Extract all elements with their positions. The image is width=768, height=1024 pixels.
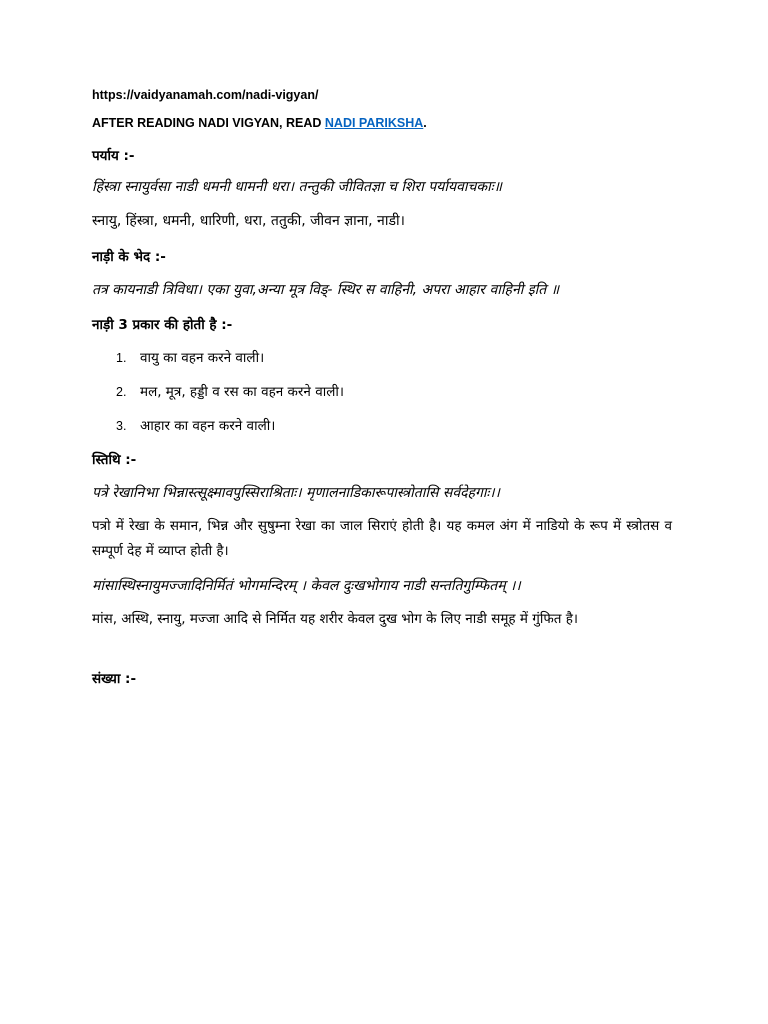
list-number: 3. <box>116 419 127 433</box>
mamsa-shloka: मांसास्थिस्नायुमज्जादिनिर्मितं भोगमन्दिरम् । केवल दुःखभोगाय नाडी सन्ततिगुम्फितम् ।। <box>92 578 521 594</box>
mamsa-meaning: मांस, अस्थि, स्नायु, मज्जा आदि से निर्मित यह शरीर केवल दुख भोग के लिए नाडी समूह में गुंफित है। <box>92 611 579 627</box>
bhed-shloka: तत्र कायनाडी त्रिविधा। एका युवा,अन्या मूत्र विड्- स्थिर स वाहिनी, अपरा आहार वाहिनी इति ॥ <box>92 282 560 298</box>
source-url[interactable]: https://vaidyanamah.com/nadi-vigyan/ <box>92 88 319 102</box>
document-page <box>92 0 672 1024</box>
list-item <box>116 349 264 367</box>
paryaya-shloka: हिंस्त्रा स्नायुर्वसा नाडी धमनी धामनी धरा। तन्तुकी जीवितज्ञा च शिरा पर्यायवाचकाः॥ <box>92 179 503 195</box>
list-number: 1. <box>116 351 127 365</box>
list-text: आहार का वहन करने वाली। <box>140 418 276 434</box>
sankhya-heading: संख्या :- <box>92 671 137 687</box>
bhed-heading: नाड़ी के भेद :- <box>92 249 166 265</box>
paryaya-meaning: स्नायु, हिंस्त्रा, धमनी, धारिणी, धरा, ततुकी, जीवन ज्ञाना, नाडी। <box>92 213 405 229</box>
read-next-line <box>92 114 672 132</box>
read-next-suffix: . <box>423 116 427 130</box>
sthiti-meaning: पत्रो में रेखा के समान, भिन्न और सुषुम्ना रेखा का जाल सिराएं होती है। यह कमल अंग में नाडियो के रूप में स्त्रोतस व सम्पूर्ण देह में व्याप्त होती है। <box>92 518 672 559</box>
list-text: मल, मूत्र, हड्डी व रस का वहन करने वाली। <box>140 384 344 400</box>
sthiti-shloka: पत्रे रेखानिभा भिन्नास्त्सूक्ष्मावपुस्सिराश्रिताः। मृणालनाडिकारूपास्त्रोतासि सर्वदेहगाः।। <box>92 485 500 501</box>
nadi-pariksha-link[interactable]: NADI PARIKSHA <box>324 116 424 130</box>
sthiti-heading: स्तिथि :- <box>92 452 137 468</box>
list-item <box>116 417 275 435</box>
list-number: 2. <box>116 385 127 399</box>
read-next-prefix: AFTER READING NADI VIGYAN, READ <box>92 116 325 130</box>
list-item <box>116 383 344 401</box>
paryaya-heading: पर्याय :- <box>92 148 135 164</box>
list-text: वायु का वहन करने वाली। <box>140 350 265 366</box>
prakar-heading: नाड़ी 3 प्रकार की होती है :- <box>92 317 233 333</box>
